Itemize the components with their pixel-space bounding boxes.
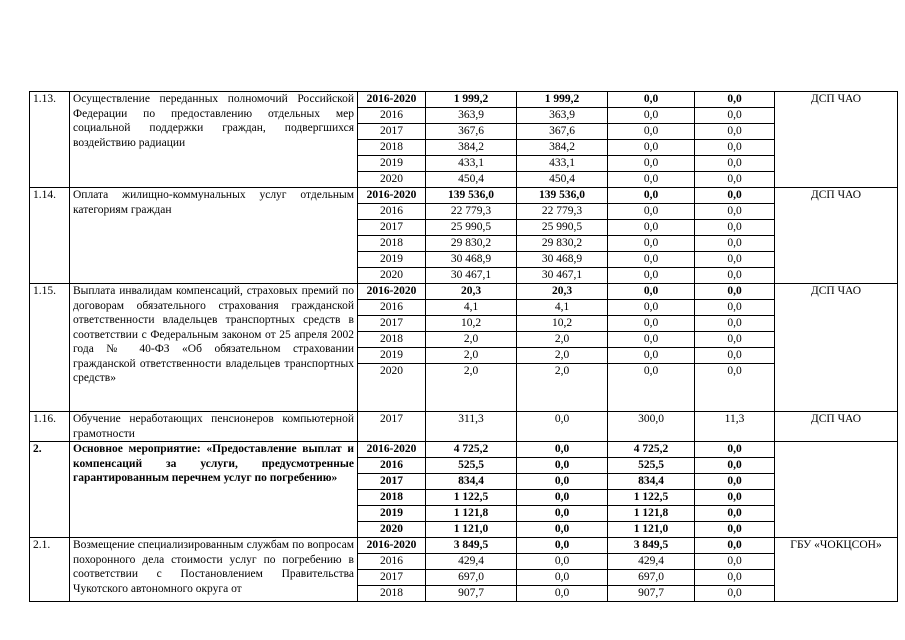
total-value: 363,9 xyxy=(426,108,517,124)
total-value: 139 536,0 xyxy=(426,188,517,204)
other-value: 0,0 xyxy=(695,284,775,300)
total-value: 367,6 xyxy=(426,124,517,140)
item-number: 1.15. xyxy=(30,284,70,412)
period-cell: 2019 xyxy=(358,156,426,172)
other-value: 0,0 xyxy=(695,300,775,316)
federal-value: 30 468,9 xyxy=(517,252,608,268)
district-value: 0,0 xyxy=(608,236,695,252)
period-cell: 2020 xyxy=(358,172,426,188)
period-cell: 2016-2020 xyxy=(358,538,426,554)
total-value: 3 849,5 xyxy=(426,538,517,554)
item-name: Возмещение специализированным службам по вопросам похоронного дела стоимости услуг по погребению в соответствии с Постановлением Правительства Чукотского автономного округа от xyxy=(70,538,358,602)
period-cell: 2018 xyxy=(358,490,426,506)
district-value: 0,0 xyxy=(608,188,695,204)
other-value: 0,0 xyxy=(695,490,775,506)
other-value: 0,0 xyxy=(695,204,775,220)
item-name: Осуществление переданных полномочий Российской Федерации по предоставлению отдельных мер социальной поддержки граждан, подвергшихся воздействию радиации xyxy=(70,92,358,188)
federal-value: 2,0 xyxy=(517,364,608,412)
district-value: 0,0 xyxy=(608,92,695,108)
federal-value: 0,0 xyxy=(517,538,608,554)
district-value: 429,4 xyxy=(608,554,695,570)
other-value: 0,0 xyxy=(695,364,775,412)
district-value: 0,0 xyxy=(608,140,695,156)
other-value: 0,0 xyxy=(695,236,775,252)
district-value: 4 725,2 xyxy=(608,442,695,458)
table-row xyxy=(30,92,898,108)
other-value: 0,0 xyxy=(695,458,775,474)
period-cell: 2017 xyxy=(358,316,426,332)
district-value: 0,0 xyxy=(608,332,695,348)
table-row xyxy=(30,442,898,458)
total-value: 1 121,8 xyxy=(426,506,517,522)
period-cell: 2016-2020 xyxy=(358,442,426,458)
other-value: 0,0 xyxy=(695,268,775,284)
district-value: 0,0 xyxy=(608,124,695,140)
district-value: 0,0 xyxy=(608,204,695,220)
period-cell: 2017 xyxy=(358,412,426,442)
federal-value: 0,0 xyxy=(517,442,608,458)
other-value: 0,0 xyxy=(695,522,775,538)
district-value: 0,0 xyxy=(608,316,695,332)
total-value: 311,3 xyxy=(426,412,517,442)
district-value: 0,0 xyxy=(608,348,695,364)
total-value: 4 725,2 xyxy=(426,442,517,458)
federal-value: 0,0 xyxy=(517,522,608,538)
federal-value: 0,0 xyxy=(517,490,608,506)
district-value: 697,0 xyxy=(608,570,695,586)
period-cell: 2016-2020 xyxy=(358,188,426,204)
total-value: 429,4 xyxy=(426,554,517,570)
federal-value: 0,0 xyxy=(517,474,608,490)
district-value: 0,0 xyxy=(608,252,695,268)
total-value: 907,7 xyxy=(426,586,517,602)
total-value: 2,0 xyxy=(426,348,517,364)
federal-value: 363,9 xyxy=(517,108,608,124)
table-row xyxy=(30,538,898,554)
federal-value: 20,3 xyxy=(517,284,608,300)
district-value: 834,4 xyxy=(608,474,695,490)
period-cell: 2020 xyxy=(358,364,426,412)
other-value: 0,0 xyxy=(695,252,775,268)
district-value: 907,7 xyxy=(608,586,695,602)
executor-cell: ГБУ «ЧОКЦСОН» xyxy=(775,538,898,602)
period-cell: 2019 xyxy=(358,348,426,364)
other-value: 0,0 xyxy=(695,92,775,108)
total-value: 1 999,2 xyxy=(426,92,517,108)
federal-value: 0,0 xyxy=(517,458,608,474)
federal-value: 2,0 xyxy=(517,332,608,348)
district-value: 0,0 xyxy=(608,172,695,188)
total-value: 2,0 xyxy=(426,364,517,412)
district-value: 0,0 xyxy=(608,300,695,316)
period-cell: 2017 xyxy=(358,220,426,236)
federal-value: 0,0 xyxy=(517,586,608,602)
other-value: 0,0 xyxy=(695,140,775,156)
item-number: 2. xyxy=(30,442,70,538)
item-number: 1.14. xyxy=(30,188,70,284)
federal-value: 367,6 xyxy=(517,124,608,140)
district-value: 525,5 xyxy=(608,458,695,474)
executor-cell: ДСП ЧАО xyxy=(775,188,898,284)
other-value: 0,0 xyxy=(695,188,775,204)
total-value: 384,2 xyxy=(426,140,517,156)
other-value: 0,0 xyxy=(695,108,775,124)
total-value: 433,1 xyxy=(426,156,517,172)
period-cell: 2017 xyxy=(358,474,426,490)
period-cell: 2018 xyxy=(358,586,426,602)
period-cell: 2016-2020 xyxy=(358,92,426,108)
other-value: 0,0 xyxy=(695,156,775,172)
federal-value: 29 830,2 xyxy=(517,236,608,252)
period-cell: 2017 xyxy=(358,570,426,586)
federal-value: 2,0 xyxy=(517,348,608,364)
district-value: 0,0 xyxy=(608,364,695,412)
table-row xyxy=(30,188,898,204)
other-value: 0,0 xyxy=(695,554,775,570)
total-value: 30 468,9 xyxy=(426,252,517,268)
table-row xyxy=(30,284,898,300)
total-value: 1 122,5 xyxy=(426,490,517,506)
executor-cell: ДСП ЧАО xyxy=(775,92,898,188)
district-value: 0,0 xyxy=(608,268,695,284)
total-value: 450,4 xyxy=(426,172,517,188)
item-number: 1.16. xyxy=(30,412,70,442)
executor-cell xyxy=(775,442,898,538)
other-value: 0,0 xyxy=(695,442,775,458)
executor-cell: ДСП ЧАО xyxy=(775,284,898,412)
period-cell: 2018 xyxy=(358,332,426,348)
federal-value: 139 536,0 xyxy=(517,188,608,204)
period-cell: 2016 xyxy=(358,300,426,316)
other-value: 0,0 xyxy=(695,220,775,236)
period-cell: 2016 xyxy=(358,204,426,220)
item-number: 2.1. xyxy=(30,538,70,602)
period-cell: 2016-2020 xyxy=(358,284,426,300)
period-cell: 2016 xyxy=(358,458,426,474)
total-value: 29 830,2 xyxy=(426,236,517,252)
district-value: 0,0 xyxy=(608,156,695,172)
district-value: 0,0 xyxy=(608,284,695,300)
item-name: Оплата жилищно-коммунальных услуг отдельным категориям граждан xyxy=(70,188,358,284)
total-value: 1 121,0 xyxy=(426,522,517,538)
document-sheet xyxy=(29,91,898,602)
other-value: 11,3 xyxy=(695,412,775,442)
period-cell: 2016 xyxy=(358,554,426,570)
period-cell: 2016 xyxy=(358,108,426,124)
federal-value: 4,1 xyxy=(517,300,608,316)
total-value: 30 467,1 xyxy=(426,268,517,284)
total-value: 525,5 xyxy=(426,458,517,474)
federal-value: 0,0 xyxy=(517,412,608,442)
federal-value: 384,2 xyxy=(517,140,608,156)
district-value: 300,0 xyxy=(608,412,695,442)
other-value: 0,0 xyxy=(695,124,775,140)
program-table xyxy=(29,91,898,602)
total-value: 4,1 xyxy=(426,300,517,316)
other-value: 0,0 xyxy=(695,172,775,188)
period-cell: 2018 xyxy=(358,140,426,156)
total-value: 25 990,5 xyxy=(426,220,517,236)
federal-value: 30 467,1 xyxy=(517,268,608,284)
district-value: 1 121,0 xyxy=(608,522,695,538)
other-value: 0,0 xyxy=(695,538,775,554)
other-value: 0,0 xyxy=(695,586,775,602)
federal-value: 22 779,3 xyxy=(517,204,608,220)
period-cell: 2018 xyxy=(358,236,426,252)
total-value: 2,0 xyxy=(426,332,517,348)
federal-value: 0,0 xyxy=(517,570,608,586)
federal-value: 1 999,2 xyxy=(517,92,608,108)
table-body xyxy=(30,92,898,602)
federal-value: 433,1 xyxy=(517,156,608,172)
federal-value: 0,0 xyxy=(517,554,608,570)
other-value: 0,0 xyxy=(695,474,775,490)
item-number: 1.13. xyxy=(30,92,70,188)
period-cell: 2020 xyxy=(358,522,426,538)
federal-value: 10,2 xyxy=(517,316,608,332)
federal-value: 25 990,5 xyxy=(517,220,608,236)
district-value: 0,0 xyxy=(608,108,695,124)
district-value: 1 121,8 xyxy=(608,506,695,522)
total-value: 22 779,3 xyxy=(426,204,517,220)
executor-cell: ДСП ЧАО xyxy=(775,412,898,442)
period-cell: 2019 xyxy=(358,252,426,268)
item-name: Основное мероприятие: «Предоставление выплат и компенсаций за услуги, предусмотренные гарантированным перечнем услуг по погребению» xyxy=(70,442,358,538)
total-value: 697,0 xyxy=(426,570,517,586)
period-cell: 2017 xyxy=(358,124,426,140)
other-value: 0,0 xyxy=(695,348,775,364)
total-value: 10,2 xyxy=(426,316,517,332)
item-name: Обучение неработающих пенсионеров компьютерной грамотности xyxy=(70,412,358,442)
total-value: 834,4 xyxy=(426,474,517,490)
other-value: 0,0 xyxy=(695,570,775,586)
other-value: 0,0 xyxy=(695,332,775,348)
district-value: 0,0 xyxy=(608,220,695,236)
total-value: 20,3 xyxy=(426,284,517,300)
district-value: 3 849,5 xyxy=(608,538,695,554)
period-cell: 2019 xyxy=(358,506,426,522)
period-cell: 2020 xyxy=(358,268,426,284)
district-value: 1 122,5 xyxy=(608,490,695,506)
other-value: 0,0 xyxy=(695,316,775,332)
federal-value: 450,4 xyxy=(517,172,608,188)
other-value: 0,0 xyxy=(695,506,775,522)
item-name: Выплата инвалидам компенсаций, страховых премий по договорам обязательного страхования гражданской ответственности владельцев транспортных средств в соответствии с Федеральным законом от 25 апреля 2002 года № 40-ФЗ «Об обязательном страховании гражданской ответственности владельцев транспортных средств» xyxy=(70,284,358,412)
federal-value: 0,0 xyxy=(517,506,608,522)
table-row xyxy=(30,412,898,442)
